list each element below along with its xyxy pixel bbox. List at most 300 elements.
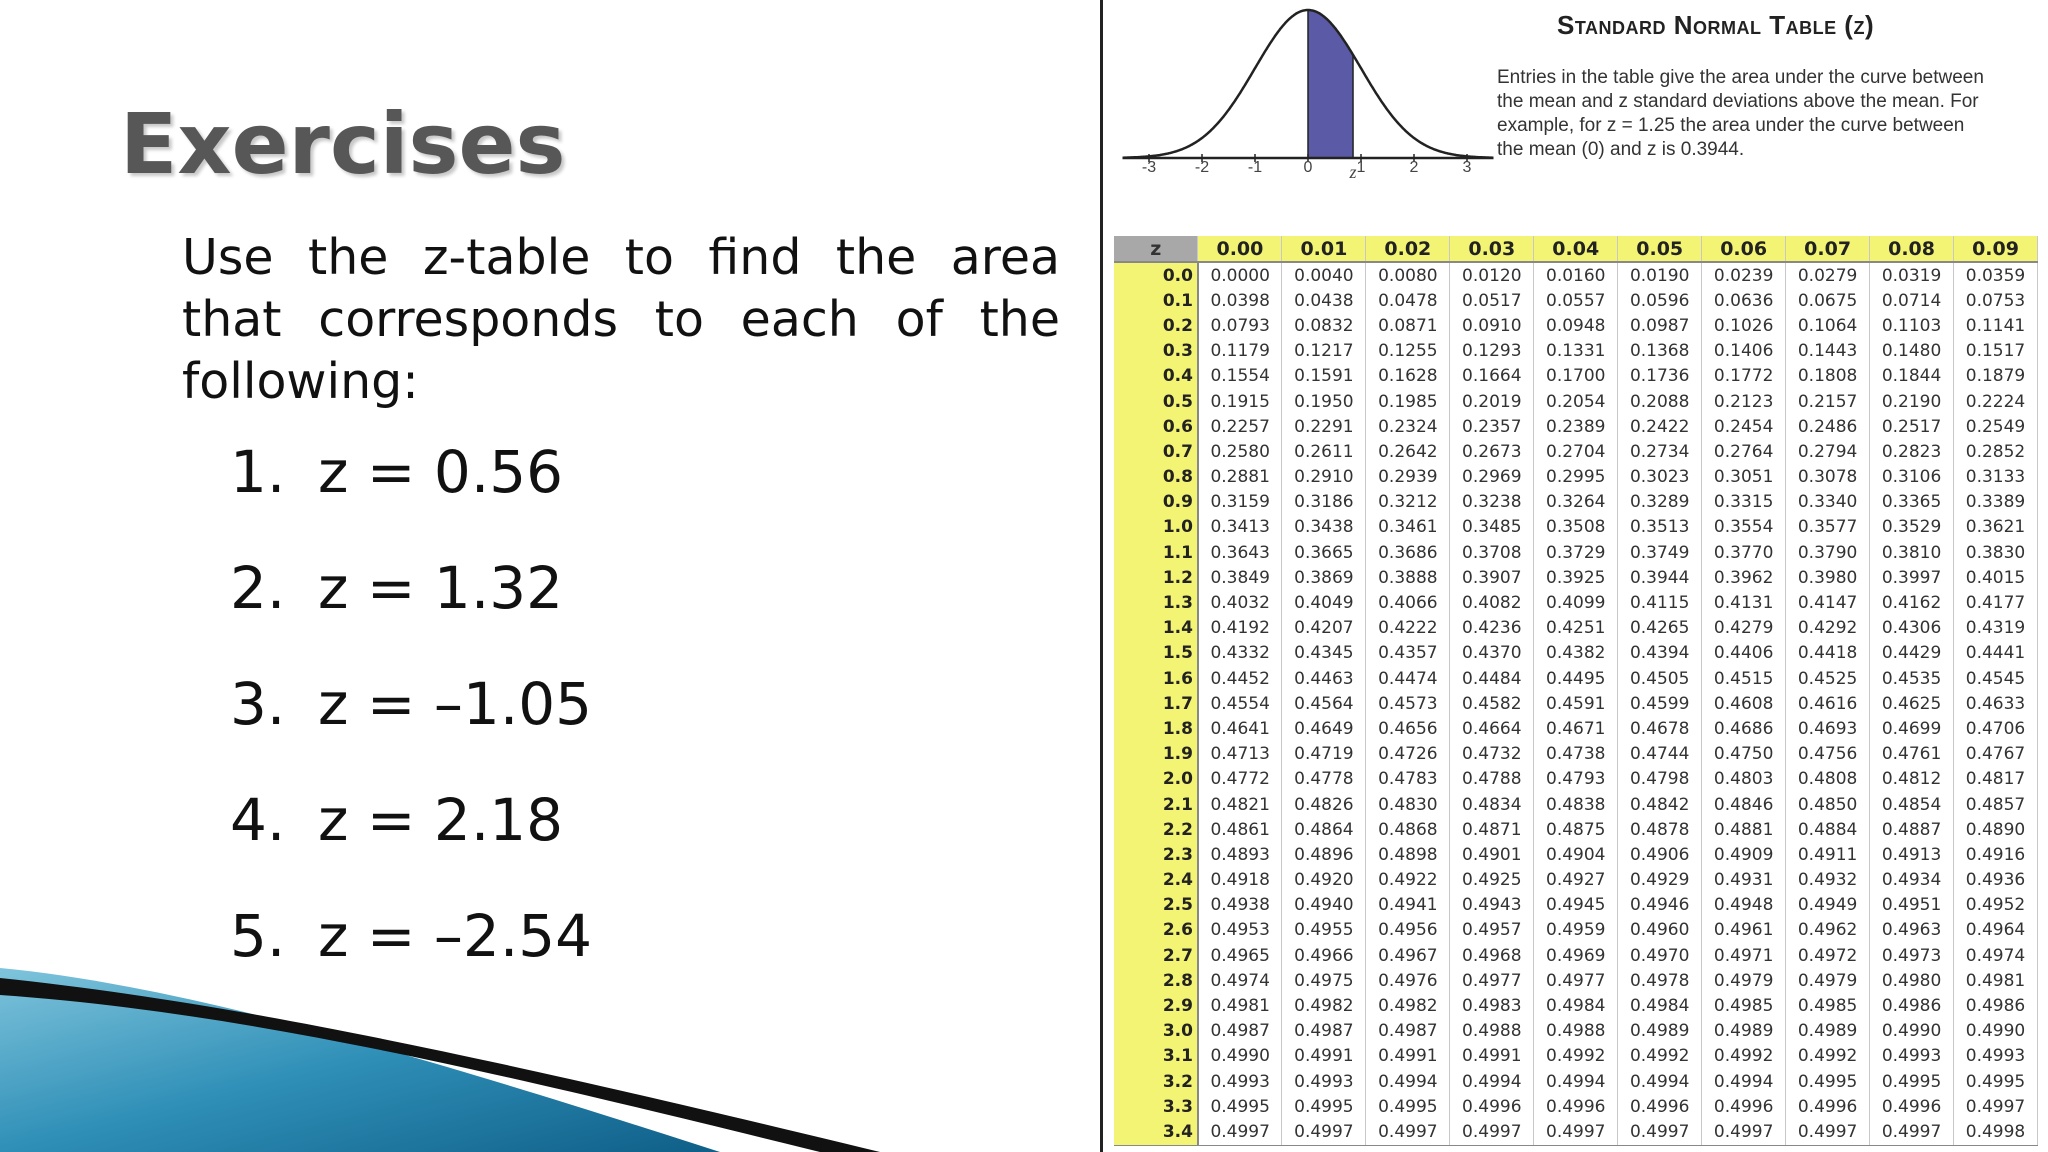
table-cell: 0.2019 — [1450, 389, 1534, 414]
table-cell: 0.2389 — [1534, 414, 1618, 439]
table-cell: 0.2486 — [1786, 414, 1870, 439]
table-cell: 0.4996 — [1702, 1094, 1786, 1119]
table-row — [1114, 666, 2038, 691]
table-cell: 0.4699 — [1870, 716, 1954, 741]
table-row — [1114, 641, 2038, 666]
table-cell: 0.4032 — [1198, 590, 1282, 615]
table-cell: 0.4987 — [1366, 1019, 1450, 1044]
table-cell: 0.0279 — [1786, 262, 1870, 288]
table-cell: 0.2734 — [1618, 439, 1702, 464]
table-cell: 0.2995 — [1534, 465, 1618, 490]
table-cell: 0.4936 — [1954, 868, 2038, 893]
table-cell: 0.4332 — [1198, 641, 1282, 666]
table-cell: 0.4948 — [1702, 893, 1786, 918]
table-cell: 0.4916 — [1954, 842, 2038, 867]
table-cell: 0.4955 — [1282, 918, 1366, 943]
table-cell: 0.3770 — [1702, 540, 1786, 565]
table-cell: 0.4236 — [1450, 616, 1534, 641]
table-cell: 0.3686 — [1366, 540, 1450, 565]
table-cell: 0.4306 — [1870, 616, 1954, 641]
table-cell: 0.4474 — [1366, 666, 1450, 691]
table-cell: 0.4979 — [1702, 968, 1786, 993]
table-cell: 0.4996 — [1534, 1094, 1618, 1119]
table-cell: 0.2549 — [1954, 414, 2038, 439]
table-cell: 0.4932 — [1786, 868, 1870, 893]
row-z-label: 0.7 — [1114, 439, 1198, 464]
table-cell: 0.4920 — [1282, 868, 1366, 893]
exercise-number: 4. — [230, 786, 286, 854]
exercise-expression: z = 2.18 — [318, 786, 564, 854]
table-cell: 0.4838 — [1534, 792, 1618, 817]
table-cell: 0.4951 — [1870, 893, 1954, 918]
axis-tick-label: 0 — [1303, 159, 1313, 176]
table-cell: 0.4846 — [1702, 792, 1786, 817]
table-cell: 0.4131 — [1702, 590, 1786, 615]
table-cell: 0.4649 — [1282, 716, 1366, 741]
table-cell: 0.4906 — [1618, 842, 1702, 867]
table-cell: 0.4265 — [1618, 616, 1702, 641]
table-cell: 0.2324 — [1366, 414, 1450, 439]
exercise-expression: z = –2.54 — [318, 902, 593, 970]
row-z-label: 1.8 — [1114, 716, 1198, 741]
table-cell: 0.4991 — [1282, 1044, 1366, 1069]
table-cell: 0.0832 — [1282, 313, 1366, 338]
table-cell: 0.3212 — [1366, 490, 1450, 515]
table-cell: 0.4890 — [1954, 817, 2038, 842]
table-cell: 0.4898 — [1366, 842, 1450, 867]
table-cell: 0.4989 — [1618, 1019, 1702, 1044]
table-cell: 0.4854 — [1870, 792, 1954, 817]
table-cell: 0.3413 — [1198, 515, 1282, 540]
table-cell: 0.4713 — [1198, 742, 1282, 767]
table-cell: 0.4452 — [1198, 666, 1282, 691]
table-cell: 0.4997 — [1786, 1119, 1870, 1145]
table-cell: 0.4925 — [1450, 868, 1534, 893]
table-cell: 0.4495 — [1534, 666, 1618, 691]
table-cell: 0.4545 — [1954, 666, 2038, 691]
table-cell: 0.2454 — [1702, 414, 1786, 439]
table-cell: 0.4971 — [1702, 943, 1786, 968]
exercise-item — [230, 553, 592, 669]
table-cell: 0.4911 — [1786, 842, 1870, 867]
exercise-number: 5. — [230, 902, 286, 970]
table-cell: 0.1700 — [1534, 364, 1618, 389]
table-cell: 0.4798 — [1618, 767, 1702, 792]
table-cell: 0.1915 — [1198, 389, 1282, 414]
table-cell: 0.1985 — [1366, 389, 1450, 414]
table-cell: 0.0636 — [1702, 288, 1786, 313]
table-cell: 0.4996 — [1786, 1094, 1870, 1119]
table-cell: 0.4945 — [1534, 893, 1618, 918]
table-cell: 0.4985 — [1702, 993, 1786, 1018]
column-header: 0.02 — [1366, 236, 1450, 262]
table-cell: 0.1517 — [1954, 339, 2038, 364]
table-cell: 0.2611 — [1282, 439, 1366, 464]
row-z-label: 2.4 — [1114, 868, 1198, 893]
axis-z-label: z — [1349, 162, 1357, 182]
table-cell: 0.3485 — [1450, 515, 1534, 540]
table-cell: 0.4830 — [1366, 792, 1450, 817]
table-cell: 0.4656 — [1366, 716, 1450, 741]
table-cell: 0.4949 — [1786, 893, 1870, 918]
table-cell: 0.4706 — [1954, 716, 2038, 741]
table-cell: 0.4985 — [1786, 993, 1870, 1018]
table-cell: 0.0398 — [1198, 288, 1282, 313]
table-cell: 0.4998 — [1954, 1119, 2038, 1145]
table-cell: 0.1026 — [1702, 313, 1786, 338]
table-cell: 0.4744 — [1618, 742, 1702, 767]
table-cell: 0.0987 — [1618, 313, 1702, 338]
axis-tick-label: -2 — [1194, 159, 1210, 176]
table-cell: 0.4793 — [1534, 767, 1618, 792]
table-cell: 0.4821 — [1198, 792, 1282, 817]
row-z-label: 3.4 — [1114, 1119, 1198, 1145]
table-cell: 0.1293 — [1450, 339, 1534, 364]
table-cell: 0.4972 — [1786, 943, 1870, 968]
table-cell: 0.4982 — [1366, 993, 1450, 1018]
row-z-label: 2.0 — [1114, 767, 1198, 792]
table-cell: 0.4992 — [1786, 1044, 1870, 1069]
table-cell: 0.4693 — [1786, 716, 1870, 741]
table-cell: 0.4974 — [1954, 943, 2038, 968]
table-cell: 0.4554 — [1198, 691, 1282, 716]
table-row — [1114, 262, 2038, 288]
table-cell: 0.3830 — [1954, 540, 2038, 565]
table-cell: 0.4983 — [1450, 993, 1534, 1018]
table-cell: 0.4981 — [1954, 968, 2038, 993]
table-cell: 0.3749 — [1618, 540, 1702, 565]
table-cell: 0.0040 — [1282, 262, 1366, 288]
table-cell: 0.4772 — [1198, 767, 1282, 792]
table-cell: 0.4995 — [1198, 1094, 1282, 1119]
table-cell: 0.4997 — [1618, 1119, 1702, 1145]
z-column-header: z — [1114, 236, 1198, 262]
table-cell: 0.4909 — [1702, 842, 1786, 867]
table-cell: 0.4406 — [1702, 641, 1786, 666]
table-cell: 0.4591 — [1534, 691, 1618, 716]
table-cell: 0.4778 — [1282, 767, 1366, 792]
exercise-expression: z = 0.56 — [318, 438, 564, 506]
table-cell: 0.4953 — [1198, 918, 1282, 943]
table-cell: 0.2517 — [1870, 414, 1954, 439]
row-z-label: 1.2 — [1114, 565, 1198, 590]
table-cell: 0.3023 — [1618, 465, 1702, 490]
table-cell: 0.2257 — [1198, 414, 1282, 439]
table-cell: 0.2794 — [1786, 439, 1870, 464]
table-row — [1114, 590, 2038, 615]
table-cell: 0.4857 — [1954, 792, 2038, 817]
table-cell: 0.4976 — [1366, 968, 1450, 993]
table-cell: 0.4535 — [1870, 666, 1954, 691]
row-z-label: 0.2 — [1114, 313, 1198, 338]
table-cell: 0.4864 — [1282, 817, 1366, 842]
table-cell: 0.1772 — [1702, 364, 1786, 389]
table-row — [1114, 1044, 2038, 1069]
table-cell: 0.2881 — [1198, 465, 1282, 490]
table-cell: 0.4147 — [1786, 590, 1870, 615]
table-cell: 0.4995 — [1786, 1069, 1870, 1094]
row-z-label: 1.6 — [1114, 666, 1198, 691]
table-cell: 0.4884 — [1786, 817, 1870, 842]
slide-title: Exercises — [120, 95, 566, 193]
table-cell: 0.4573 — [1366, 691, 1450, 716]
table-cell: 0.3513 — [1618, 515, 1702, 540]
table-cell: 0.2764 — [1702, 439, 1786, 464]
table-cell: 0.3365 — [1870, 490, 1954, 515]
table-cell: 0.2190 — [1870, 389, 1954, 414]
row-z-label: 2.8 — [1114, 968, 1198, 993]
table-cell: 0.3106 — [1870, 465, 1954, 490]
table-cell: 0.4633 — [1954, 691, 2038, 716]
table-cell: 0.4996 — [1618, 1094, 1702, 1119]
table-cell: 0.4279 — [1702, 616, 1786, 641]
column-header: 0.06 — [1702, 236, 1786, 262]
column-header: 0.03 — [1450, 236, 1534, 262]
table-cell: 0.4099 — [1534, 590, 1618, 615]
table-row — [1114, 339, 2038, 364]
table-cell: 0.4993 — [1282, 1069, 1366, 1094]
table-cell: 0.2054 — [1534, 389, 1618, 414]
table-cell: 0.1141 — [1954, 313, 2038, 338]
table-row — [1114, 1119, 2038, 1145]
table-cell: 0.4927 — [1534, 868, 1618, 893]
table-row — [1114, 465, 2038, 490]
table-cell: 0.4808 — [1786, 767, 1870, 792]
table-cell: 0.4192 — [1198, 616, 1282, 641]
table-cell: 0.3508 — [1534, 515, 1618, 540]
instruction-text: Use the z-table to find the area that corresponds to each of the following: — [182, 229, 1060, 410]
table-cell: 0.0080 — [1366, 262, 1450, 288]
table-row — [1114, 1094, 2038, 1119]
table-cell: 0.4993 — [1870, 1044, 1954, 1069]
table-cell: 0.4441 — [1954, 641, 2038, 666]
table-cell: 0.3461 — [1366, 515, 1450, 540]
table-cell: 0.1103 — [1870, 313, 1954, 338]
table-cell: 0.4994 — [1618, 1069, 1702, 1094]
table-row — [1114, 540, 2038, 565]
table-row — [1114, 364, 2038, 389]
table-cell: 0.4015 — [1954, 565, 2038, 590]
table-cell: 0.1808 — [1786, 364, 1870, 389]
table-cell: 0.3078 — [1786, 465, 1870, 490]
table-cell: 0.2422 — [1618, 414, 1702, 439]
exercise-list — [230, 437, 592, 1017]
table-cell: 0.4162 — [1870, 590, 1954, 615]
table-cell: 0.4973 — [1870, 943, 1954, 968]
table-row — [1114, 817, 2038, 842]
table-cell: 0.2673 — [1450, 439, 1534, 464]
table-cell: 0.4981 — [1198, 993, 1282, 1018]
row-z-label: 0.6 — [1114, 414, 1198, 439]
table-cell: 0.4842 — [1618, 792, 1702, 817]
table-cell: 0.1368 — [1618, 339, 1702, 364]
table-cell: 0.1554 — [1198, 364, 1282, 389]
row-z-label: 3.3 — [1114, 1094, 1198, 1119]
table-cell: 0.4977 — [1534, 968, 1618, 993]
table-row — [1114, 842, 2038, 867]
table-cell: 0.2224 — [1954, 389, 2038, 414]
table-cell: 0.4991 — [1450, 1044, 1534, 1069]
axis-tick-label: 1 — [1356, 159, 1366, 176]
table-cell: 0.4938 — [1198, 893, 1282, 918]
table-cell: 0.1331 — [1534, 339, 1618, 364]
table-cell: 0.3962 — [1702, 565, 1786, 590]
table-cell: 0.4525 — [1786, 666, 1870, 691]
column-header: 0.05 — [1618, 236, 1702, 262]
table-cell: 0.4788 — [1450, 767, 1534, 792]
table-cell: 0.4429 — [1870, 641, 1954, 666]
exercise-number: 1. — [230, 438, 286, 506]
table-cell: 0.4989 — [1786, 1019, 1870, 1044]
row-z-label: 2.3 — [1114, 842, 1198, 867]
table-cell: 0.2291 — [1282, 414, 1366, 439]
table-cell: 0.2823 — [1870, 439, 1954, 464]
axis-tick-label: -1 — [1247, 159, 1263, 176]
table-cell: 0.4893 — [1198, 842, 1282, 867]
table-row — [1114, 616, 2038, 641]
table-row — [1114, 868, 2038, 893]
table-cell: 0.4990 — [1198, 1044, 1282, 1069]
table-cell: 0.4564 — [1282, 691, 1366, 716]
table-cell: 0.3621 — [1954, 515, 2038, 540]
table-cell: 0.4868 — [1366, 817, 1450, 842]
table-cell: 0.4980 — [1870, 968, 1954, 993]
table-cell: 0.1217 — [1282, 339, 1366, 364]
row-z-label: 2.1 — [1114, 792, 1198, 817]
table-cell: 0.4997 — [1870, 1119, 1954, 1145]
table-cell: 0.0793 — [1198, 313, 1282, 338]
table-row — [1114, 767, 2038, 792]
table-cell: 0.4394 — [1618, 641, 1702, 666]
table-cell: 0.1628 — [1366, 364, 1450, 389]
table-cell: 0.4616 — [1786, 691, 1870, 716]
table-cell: 0.4738 — [1534, 742, 1618, 767]
table-cell: 0.4993 — [1198, 1069, 1282, 1094]
table-cell: 0.4997 — [1198, 1119, 1282, 1145]
table-cell: 0.4988 — [1450, 1019, 1534, 1044]
table-cell: 0.4979 — [1786, 968, 1870, 993]
table-row — [1114, 414, 2038, 439]
table-row — [1114, 389, 2038, 414]
table-cell: 0.4969 — [1534, 943, 1618, 968]
table-cell: 0.4222 — [1366, 616, 1450, 641]
table-cell: 0.4678 — [1618, 716, 1702, 741]
row-z-label: 2.6 — [1114, 918, 1198, 943]
row-z-label: 0.8 — [1114, 465, 1198, 490]
table-cell: 0.4929 — [1618, 868, 1702, 893]
row-z-label: 1.5 — [1114, 641, 1198, 666]
shaded-area — [1308, 10, 1353, 158]
table-cell: 0.0714 — [1870, 288, 1954, 313]
table-cell: 0.4878 — [1618, 817, 1702, 842]
table-cell: 0.3944 — [1618, 565, 1702, 590]
table-cell: 0.1179 — [1198, 339, 1282, 364]
table-row — [1114, 691, 2038, 716]
row-z-label: 0.0 — [1114, 262, 1198, 288]
table-cell: 0.4850 — [1786, 792, 1870, 817]
table-cell: 0.1480 — [1870, 339, 1954, 364]
row-z-label: 0.3 — [1114, 339, 1198, 364]
table-cell: 0.2088 — [1618, 389, 1702, 414]
table-cell: 0.1736 — [1618, 364, 1702, 389]
table-cell: 0.0675 — [1786, 288, 1870, 313]
axis-tick-label: 2 — [1409, 159, 1419, 176]
table-cell: 0.4931 — [1702, 868, 1786, 893]
table-cell: 0.4992 — [1534, 1044, 1618, 1069]
table-cell: 0.4901 — [1450, 842, 1534, 867]
row-z-label: 0.4 — [1114, 364, 1198, 389]
table-cell: 0.4812 — [1870, 767, 1954, 792]
table-cell: 0.1255 — [1366, 339, 1450, 364]
table-cell: 0.4995 — [1282, 1094, 1366, 1119]
table-row — [1114, 918, 2038, 943]
row-z-label: 3.0 — [1114, 1019, 1198, 1044]
table-cell: 0.4319 — [1954, 616, 2038, 641]
table-cell: 0.3529 — [1870, 515, 1954, 540]
table-cell: 0.0120 — [1450, 262, 1534, 288]
table-cell: 0.4989 — [1702, 1019, 1786, 1044]
table-cell: 0.4767 — [1954, 742, 2038, 767]
table-cell: 0.1406 — [1702, 339, 1786, 364]
row-z-label: 3.1 — [1114, 1044, 1198, 1069]
column-header: 0.07 — [1786, 236, 1870, 262]
table-cell: 0.2580 — [1198, 439, 1282, 464]
table-cell: 0.3554 — [1702, 515, 1786, 540]
table-cell: 0.4978 — [1618, 968, 1702, 993]
table-cell: 0.4943 — [1450, 893, 1534, 918]
table-cell: 0.4115 — [1618, 590, 1702, 615]
table-cell: 0.4997 — [1534, 1119, 1618, 1145]
table-cell: 0.4357 — [1366, 641, 1450, 666]
table-cell: 0.4977 — [1450, 968, 1534, 993]
table-cell: 0.0438 — [1282, 288, 1366, 313]
axis-tick-label: -3 — [1141, 159, 1157, 176]
table-cell: 0.3888 — [1366, 565, 1450, 590]
table-cell: 0.4970 — [1618, 943, 1702, 968]
table-cell: 0.0478 — [1366, 288, 1450, 313]
table-cell: 0.4962 — [1786, 918, 1870, 943]
table-cell: 0.4934 — [1870, 868, 1954, 893]
table-row — [1114, 993, 2038, 1018]
table-title: Standard Normal Table (z) — [1557, 10, 1875, 40]
table-cell: 0.4994 — [1534, 1069, 1618, 1094]
table-row — [1114, 565, 2038, 590]
table-cell: 0.4994 — [1450, 1069, 1534, 1094]
row-z-label: 3.2 — [1114, 1069, 1198, 1094]
table-cell: 0.4251 — [1534, 616, 1618, 641]
table-cell: 0.2357 — [1450, 414, 1534, 439]
table-cell: 0.4641 — [1198, 716, 1282, 741]
table-cell: 0.4994 — [1702, 1069, 1786, 1094]
table-row — [1114, 968, 2038, 993]
table-cell: 0.3133 — [1954, 465, 2038, 490]
table-cell: 0.4370 — [1450, 641, 1534, 666]
table-cell: 0.0871 — [1366, 313, 1450, 338]
column-header: 0.08 — [1870, 236, 1954, 262]
table-cell: 0.4967 — [1366, 943, 1450, 968]
column-header: 0.04 — [1534, 236, 1618, 262]
table-cell: 0.4974 — [1198, 968, 1282, 993]
table-cell: 0.4861 — [1198, 817, 1282, 842]
table-cell: 0.4987 — [1198, 1019, 1282, 1044]
table-cell: 0.4599 — [1618, 691, 1702, 716]
table-cell: 0.2852 — [1954, 439, 2038, 464]
table-cell: 0.4726 — [1366, 742, 1450, 767]
table-cell: 0.4996 — [1450, 1094, 1534, 1119]
table-description: Entries in the table give the area under the curve between the mean and z standard deviations above the mean. For example, for z = 1.25 the area under the curve between the mean (0) and z is 0.3944. — [1497, 67, 1984, 160]
row-z-label: 2.9 — [1114, 993, 1198, 1018]
table-cell: 0.4382 — [1534, 641, 1618, 666]
